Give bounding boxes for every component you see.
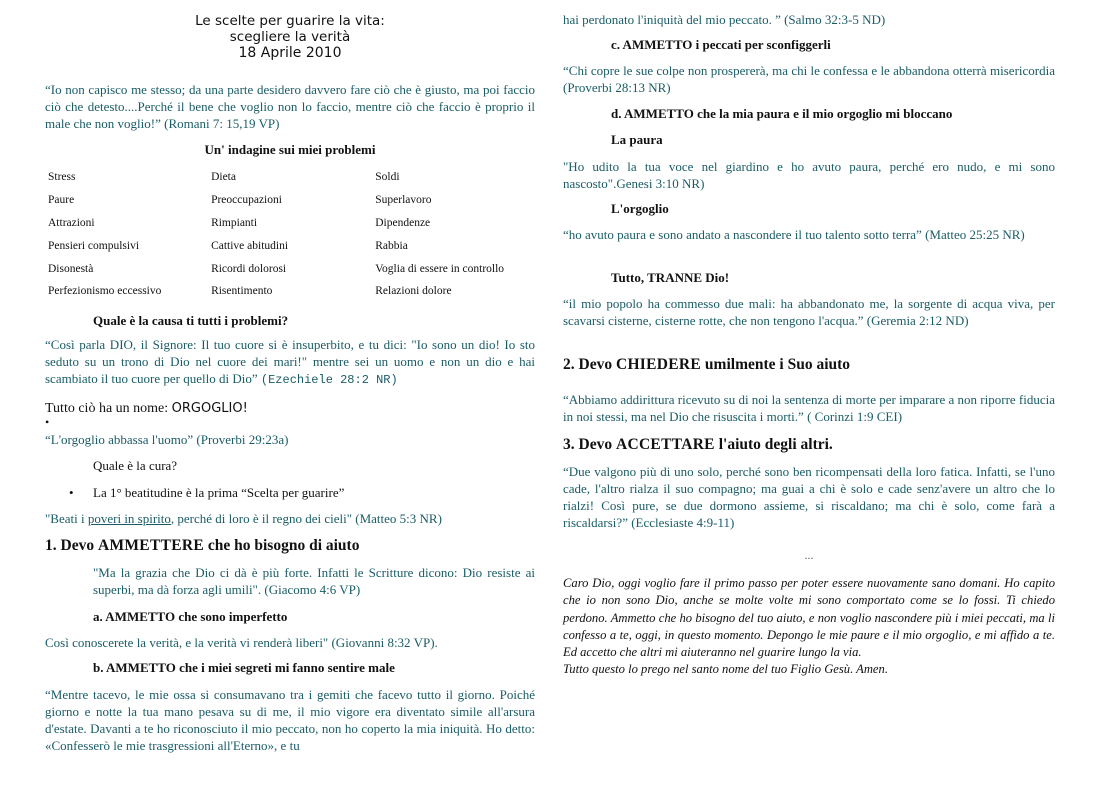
psalm-quote: “Mentre tacevo, le mie ossa si consumavano tra i gemiti che facevo tutto il giorno. Poiché giorno e notte la tua mano pesava su di me, il mio vigore era diventato simile all'arsura d'estate. Davanti a te ho riconosciuto il mio peccato, non ho coperto la mia iniquità. Ho detto: «Confesserò le mie trasgressioni all'Eterno», e tu (45, 687, 535, 753)
problem-row (45, 189, 535, 212)
bullet-dot: • (45, 415, 50, 429)
subsection-d: d. AMMETTO che la mia paura e il mio orgoglio mi bloccano (611, 106, 953, 121)
beatitude-bullet: • (69, 485, 74, 500)
problem-cell: Cattive abitudini (211, 239, 289, 252)
pride-heading: L'orgoglio (611, 201, 669, 216)
section-1-prefix: 1. Devo (45, 537, 98, 554)
ezekiel-text: “Così parla DIO, il Signore: Il tuo cuore si è insuperbito, e tu dici: "Io sono un dio! Io sto seduto su un trono di Dio nel cuore dei mari!" mentre sei un uomo e non un dio e hai scambiato il tuo cuore per quello di Dio” (45, 337, 535, 386)
section-3-heading (563, 436, 1055, 454)
problem-cell: Dipendenze (375, 216, 431, 229)
survey-heading: Un' indagine sui miei problemi (204, 142, 376, 157)
problem-cell: Rabbia (375, 239, 408, 252)
genesis-quote: "Ho udito la tua voce nel giardino e ho avuto paura, perché ero nudo, e mi sono nascosto".Genesi 3:10 NR) (563, 159, 1055, 191)
psalm-quote-continued: hai perdonato l'iniquità del mio peccato. ” (Salmo 32:3-5 ND) (563, 12, 886, 27)
problem-row (45, 212, 535, 235)
section-separator: ... (804, 548, 814, 562)
section-2-prefix: 2. Devo (563, 356, 616, 373)
proverbs-28-quote: “Chi copre le sue colpe non prospererà, ma chi le confessa e le abbandona otterrà misericordia (Proverbi 28:13 NR) (563, 63, 1055, 95)
fear-heading: La paura (611, 132, 663, 147)
jeremiah-quote: “il mio popolo ha commesso due mali: ha abbandonato me, la sorgente di acqua viva, per scavarsi cisterne, cisterne rotte, che non tengono l'acqua.” (Geremia 2:12 ND) (563, 296, 1055, 328)
title-date: 18 Aprile 2010 (238, 45, 342, 61)
section-3-prefix: 3. Devo (563, 436, 616, 453)
subsection-a: a. AMMETTO che sono imperfetto (93, 609, 288, 624)
prayer-text: Caro Dio, oggi voglio fare il primo passo per poter essere nuovamente sano domani. Ho capito che io non sono Dio, anche se molte volte mi sono comportato come se lo fossi. Ti chiedo perdono. Ammetto che ho bisogno del tuo aiuto, e non voglio nascondere più i miei peccati, ma li confesso a te, oggi, in questo momento. Depongo le mie paure e il mio orgoglio, e mi affido a te. Ed accetto che altri mi aiuteranno nel guarire lungo la via. (563, 576, 1055, 660)
name-prefix: Tutto ciò ha un nome: (45, 401, 172, 416)
matthew-quote-end: , perché di loro è il regno dei cieli" (Matteo 5:3 NR) (170, 511, 442, 526)
john-quote: Così conoscerete la verità, e la verità vi renderà liberi" (Giovanni 8:32 VP). (45, 635, 438, 650)
section-1-rest: che ho bisogno di aiuto (204, 537, 360, 554)
prayer-closing-line: Tutto questo lo prego nel santo nome del tuo Figlio Gesù. Amen. (563, 662, 888, 677)
proverbs-quote: “L'orgoglio abbassa l'uomo” (Proverbi 29:23a) (45, 432, 289, 447)
problem-cell: Disonestà (48, 262, 94, 275)
problem-row (45, 280, 535, 303)
romans-quote: “Io non capisco me stesso; da una parte desidero davvero fare ciò che è giusto, ma poi faccio ciò che detesto....Perché il bene che voglio non lo faccio, mentre ciò che faccio è proprio il male che non voglio!” (Romani 7: 15,19 VP) (45, 82, 535, 131)
problem-cell: Soldi (375, 171, 400, 184)
subsection-b: b. AMMETTO che i miei segreti mi fanno sentire male (93, 660, 395, 675)
problem-cell: Paure (48, 194, 75, 207)
section-2-rest: umilmente i Suo aiuto (701, 356, 851, 373)
problem-cell: Voglia di essere in controllo (375, 262, 505, 275)
section-3-verb: ACCETTARE (615, 436, 715, 453)
cause-heading: Quale è la causa ti tutti i problemi? (93, 313, 289, 328)
problem-row (45, 257, 535, 280)
section-2-verb: CHIEDERE (615, 356, 702, 373)
problem-row (45, 234, 535, 257)
problem-cell: Attrazioni (48, 216, 95, 229)
problem-cell: Perfezionismo eccessivo (48, 285, 162, 298)
closing-prayer (563, 575, 1055, 679)
section-2-heading (563, 356, 1055, 374)
corinthians-quote: “Abbiamo addirittura ricevuto su di noi la sentenza di morte per imparare a non riporre fiducia in noi stessi, ma nel Dio che risuscita i morti.” ( Corinzi 1:9 CEI) (563, 392, 1056, 424)
matthew-quote (45, 510, 535, 527)
section-1-verb: AMMETTERE (97, 537, 204, 554)
document-title (45, 13, 535, 61)
poveri-link[interactable]: poveri in spirito (87, 511, 171, 526)
problems-table (45, 166, 535, 303)
ecclesiastes-quote: “Due valgono più di uno solo, perché sono ben ricompensati della loro fatica. Infatti, se l'uno cade, l'altro rialza il suo compagno; ma guai a chi è solo e cade senz'avere un altro che lo rialzi! Così pure, se due dormono assieme, si riscaldano; ma chi è solo, come farà a riscaldarsi?” (Ecclesiaste 4:9-11) (563, 464, 1055, 530)
problem-cell: Ricordi dolorosi (211, 262, 287, 275)
problem-cell: Stress (48, 171, 76, 184)
matthew-quote-start: "Beati i (45, 511, 88, 526)
title-line-2: scegliere la verità (229, 29, 351, 45)
section-3-rest: l'aiuto degli altri. (714, 436, 833, 453)
section-1-heading (45, 537, 535, 555)
ezekiel-quote (45, 336, 535, 389)
problem-row (45, 166, 535, 189)
problem-cell: Preoccupazioni (211, 194, 282, 207)
problem-cell: Dieta (211, 171, 236, 184)
problem-cell: Pensieri compulsivi (48, 239, 140, 252)
james-quote: "Ma la grazia che Dio ci dà è più forte. Infatti le Scritture dicono: Dio resiste ai superbi, ma dà forza agli umili". (Giacomo 4:6 VP) (93, 565, 535, 597)
problem-cell: Risentimento (211, 285, 273, 298)
title-line-1: Le scelte per guarire la vita: (195, 13, 385, 29)
ezekiel-ref: (Ezechiele 28:2 NR) (260, 373, 398, 387)
subsection-c: c. AMMETTO i peccati per sconfiggerli (611, 37, 831, 52)
all-except-god-heading: Tutto, TRANNE Dio! (611, 270, 730, 285)
problem-cell: Relazioni dolore (375, 285, 452, 298)
beatitude-text: La 1° beatitudine è la prima “Scelta per guarire” (93, 485, 345, 500)
cure-heading: Quale è la cura? (93, 458, 178, 473)
name-word: ORGOGLIO! (171, 401, 248, 416)
problem-cell: Rimpianti (211, 216, 258, 229)
problem-cell: Superlavoro (375, 194, 432, 207)
matthew-25-quote: “ho avuto paura e sono andato a nascondere il tuo talento sotto terra” (Matteo 25:25 NR) (563, 227, 1025, 242)
